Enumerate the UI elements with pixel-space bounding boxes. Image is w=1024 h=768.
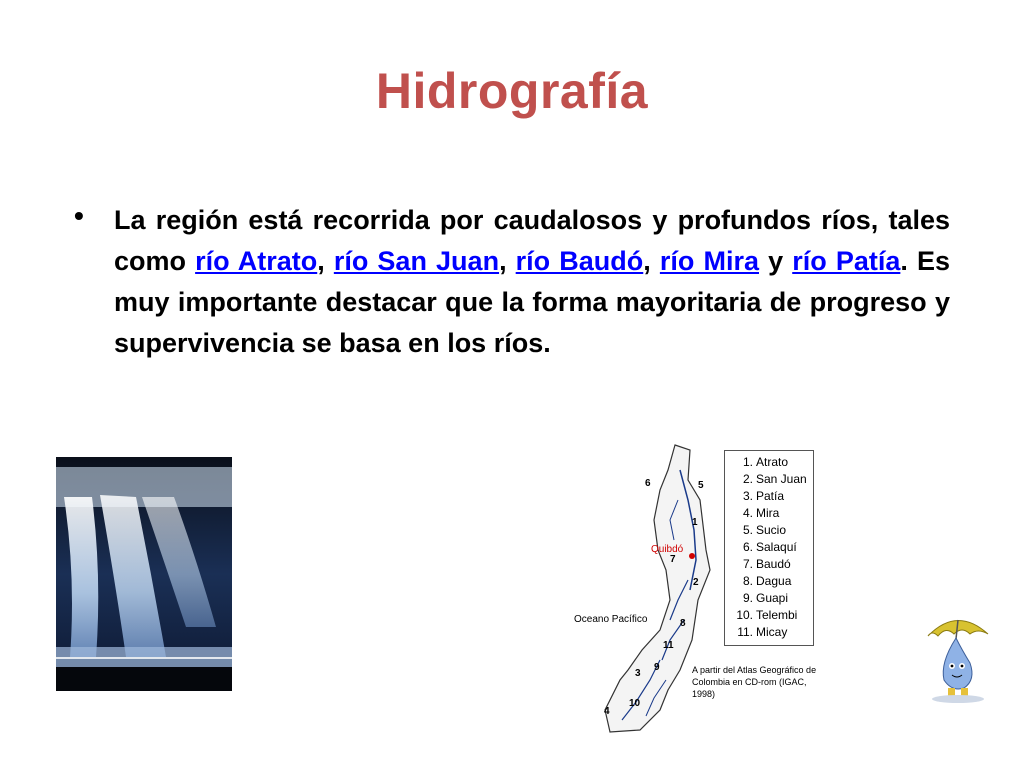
map-number: 8: [680, 618, 686, 629]
map-number: 11: [663, 640, 674, 651]
map-number: 1: [692, 517, 698, 528]
raindrop-umbrella-icon: [922, 608, 992, 704]
link-rio-baudo[interactable]: río Baudó: [515, 246, 644, 276]
river-legend: [724, 450, 814, 646]
link-rio-patia[interactable]: río Patía: [792, 246, 901, 276]
separator: ,: [317, 246, 334, 276]
separator: y: [759, 246, 793, 276]
map-number: 9: [654, 662, 660, 673]
legend-item: 6. Salaquí: [742, 540, 797, 554]
separator: ,: [499, 246, 516, 276]
text-intro: La región está recorrida por caudalosos y profundos ríos, tales como: [114, 205, 950, 276]
legend-item: 3. Patía: [742, 489, 785, 503]
map-number: 7: [670, 554, 676, 565]
link-rio-mira[interactable]: río Mira: [659, 246, 759, 276]
link-rio-atrato[interactable]: río Atrato: [195, 246, 318, 276]
map-credit: A partir del Atlas Geográfico de Colombia en CD-rom (IGAC, 1998): [692, 665, 817, 699]
map-number: 4: [604, 706, 610, 717]
legend-item: 1. Atrato: [742, 455, 789, 469]
bullet-marker: •: [74, 200, 84, 231]
legend-item: 7. Baudó: [742, 557, 791, 571]
legend-item: 4. Mira: [742, 506, 780, 520]
legend-item: 5. Sucio: [742, 523, 787, 537]
separator: ,: [643, 246, 660, 276]
slide-title: Hidrografía: [375, 63, 649, 119]
text-outro: . Es muy importante destacar que la forma mayoritaria de progreso y supervivencia se basa en los ríos.: [114, 246, 950, 358]
city-label: Quibdó: [651, 544, 684, 555]
legend-item: 10. Telembi: [736, 608, 798, 622]
legend-item: 11. Micay: [737, 625, 788, 639]
ocean-label: Oceano Pacífico: [574, 614, 648, 625]
map-number: 3: [635, 668, 641, 679]
link-rio-san-juan[interactable]: río San Juan: [333, 246, 500, 276]
map-number: 6: [645, 478, 651, 489]
bullet-list: [74, 200, 950, 364]
legend-item: 8. Dagua: [742, 574, 792, 588]
legend-item: 2. San Juan: [742, 472, 807, 486]
legend-item: 9. Guapi: [742, 591, 789, 605]
bullet-text: [114, 200, 950, 364]
map-number: 2: [693, 577, 699, 588]
waterfall-photo: [56, 457, 232, 691]
map-number: 10: [629, 698, 641, 709]
map-number: 5: [698, 480, 704, 491]
